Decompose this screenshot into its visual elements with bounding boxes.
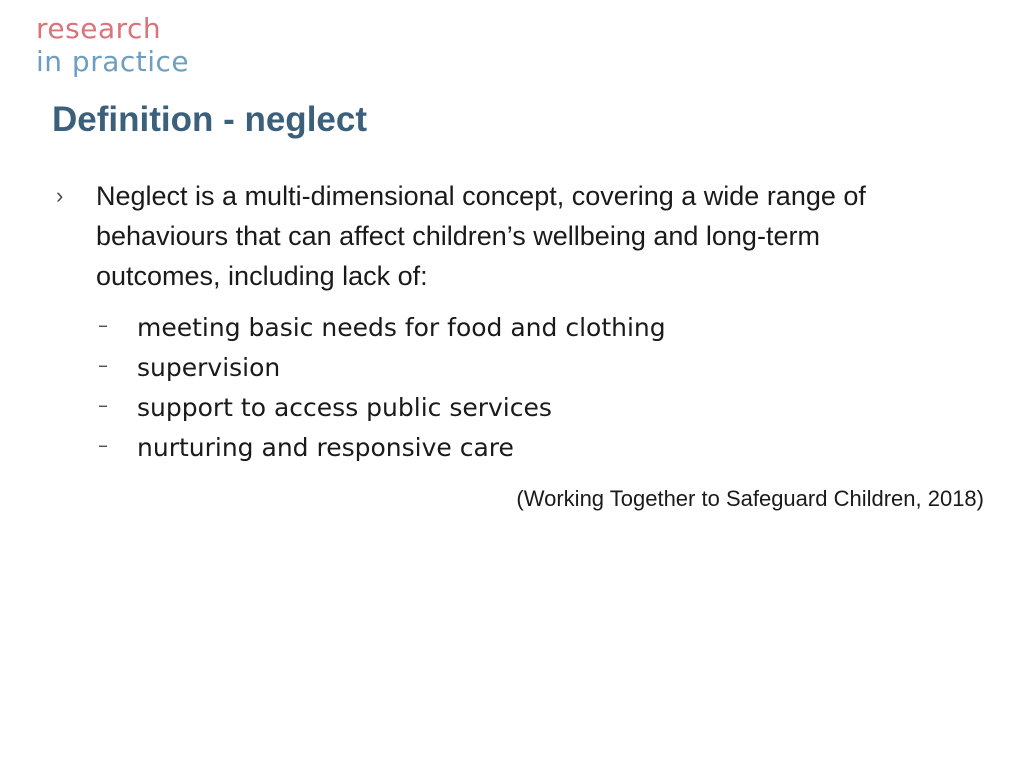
- sub-bullet-text: supervision: [137, 353, 281, 382]
- main-bullet-point: [56, 176, 886, 296]
- dash-icon: –: [98, 353, 108, 377]
- dash-icon: –: [98, 393, 108, 417]
- sub-bullet-list: [56, 308, 956, 468]
- sub-bullet-text: meeting basic needs for food and clothing: [137, 313, 666, 342]
- citation: (Working Together to Safeguard Children, 2018): [516, 486, 984, 511]
- dash-icon: –: [98, 313, 108, 337]
- logo-line-in-practice: in practice: [36, 45, 190, 78]
- sub-bullet-text: nurturing and responsive care: [137, 433, 514, 462]
- list-item: [56, 308, 956, 348]
- main-bullet-text: Neglect is a multi-dimensional concept, covering a wide range of behaviours that can affect children’s wellbeing and long-term outcomes, including lack of:: [96, 181, 866, 291]
- sub-bullet-text: support to access public services: [137, 393, 552, 422]
- page-title: Definition - neglect: [52, 100, 367, 139]
- research-in-practice-logo: [36, 12, 189, 78]
- dash-icon: –: [98, 433, 108, 457]
- list-item: [56, 388, 956, 428]
- slide-body: [56, 176, 956, 468]
- chevron-right-icon: ›: [56, 183, 64, 208]
- list-item: [56, 348, 956, 388]
- list-item: [56, 428, 956, 468]
- logo-line-research: research: [36, 12, 162, 45]
